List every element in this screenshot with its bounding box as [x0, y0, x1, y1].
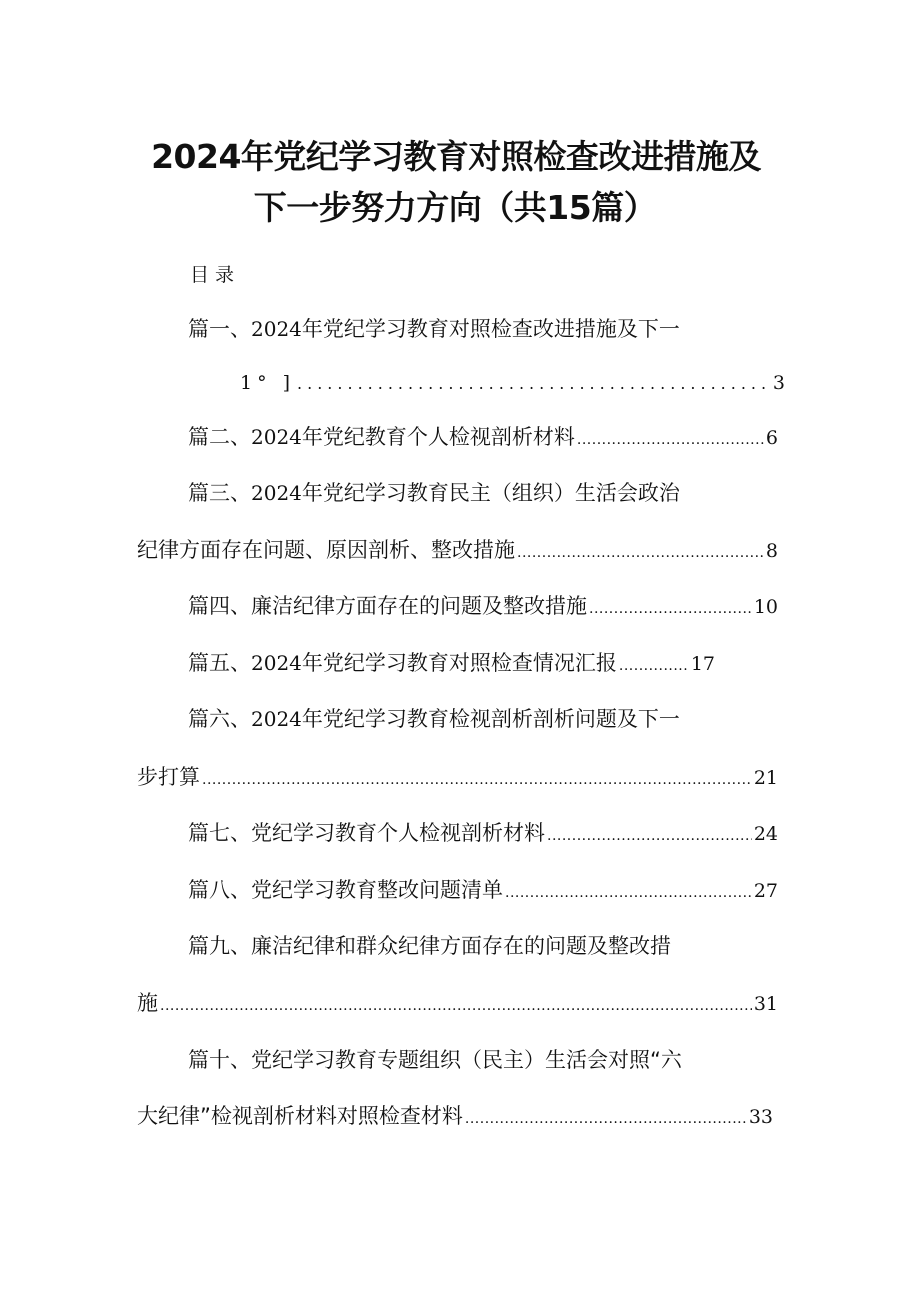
toc-entry-4[interactable] — [188, 591, 778, 624]
toc-page-number: 27 — [753, 880, 778, 902]
toc-leader-dots — [577, 425, 764, 455]
toc-page-number: 31 — [753, 993, 778, 1015]
toc-entry-prefix: 篇十、 — [188, 1048, 251, 1072]
toc-entry-prefix: 篇二、 — [188, 425, 251, 449]
toc-leader-dots — [619, 651, 689, 681]
toc-page-number: 21 — [753, 767, 778, 789]
toc-entry-7[interactable] — [188, 818, 778, 851]
toc-entry-9-line-1[interactable] — [188, 931, 748, 961]
toc-entry-prefix: 篇九、 — [188, 934, 251, 958]
toc-entry-continuation: 施 — [137, 991, 158, 1015]
toc-entry-prefix: 篇五、 — [188, 651, 251, 675]
toc-entry-year: 2024 — [251, 317, 302, 341]
toc-entry-3-line-1[interactable] — [188, 478, 748, 508]
toc-entry-year: 2024 — [251, 651, 302, 675]
toc-entry-title: 党纪学习教育专题组织（民主）生活会对照“六 — [251, 1048, 682, 1072]
toc-entry-continuation: 1° ] — [240, 372, 296, 394]
toc-page-number: 6 — [765, 427, 778, 449]
toc-page-number: 24 — [753, 823, 778, 845]
toc-entry-year: 2024 — [251, 425, 302, 449]
toc-entry-title: 党纪学习教育整改问题清单 — [251, 878, 503, 902]
toc-entry-title: 年党纪教育个人检视剖析材料 — [301, 425, 575, 449]
toc-entry-continuation: 大纪律”检视剖析材料对照检查材料 — [137, 1104, 463, 1128]
toc-entry-continuation: 纪律方面存在问题、原因剖析、整改措施 — [137, 538, 515, 562]
toc-entry-8[interactable] — [188, 875, 778, 908]
toc-entry-title: 廉洁纪律方面存在的问题及整改措施 — [251, 594, 587, 618]
toc-leader-dots — [297, 369, 771, 399]
toc-page-number: 3 — [772, 372, 785, 394]
toc-leader-dots — [589, 594, 752, 624]
toc-entry-year: 2024 — [251, 707, 302, 731]
toc-entry-title: 年党纪学习教育对照检查情况汇报 — [301, 651, 617, 675]
toc-entry-9-line-2[interactable] — [137, 988, 778, 1021]
toc-entry-10-line-1[interactable] — [188, 1045, 748, 1075]
toc-entry-6-line-1[interactable] — [188, 704, 748, 734]
document-title-line-2: 下一步努力方向（共15篇） — [253, 188, 657, 227]
toc-leader-dots — [465, 1104, 747, 1134]
toc-entry-prefix: 篇三、 — [188, 481, 251, 505]
toc-leader-dots — [505, 878, 752, 908]
toc-leader-dots — [160, 991, 752, 1021]
toc-entry-6-line-2[interactable] — [137, 762, 778, 795]
toc-page-number: 8 — [765, 540, 778, 562]
toc-entry-1-line-1[interactable] — [188, 314, 748, 344]
toc-leader-dots — [517, 538, 764, 568]
toc-entry-prefix: 篇八、 — [188, 878, 251, 902]
toc-leader-dots — [202, 765, 752, 795]
toc-entry-title: 年党纪学习教育对照检查改进措施及下一 — [301, 317, 680, 341]
toc-entry-year: 2024 — [251, 481, 302, 505]
toc-entry-prefix: 篇一、 — [188, 317, 251, 341]
toc-entry-prefix: 篇七、 — [188, 821, 251, 845]
toc-page-number: 17 — [690, 653, 715, 675]
toc-entry-title: 年党纪学习教育民主（组织）生活会政治 — [301, 481, 680, 505]
toc-entry-prefix: 篇四、 — [188, 594, 251, 618]
toc-entry-2[interactable] — [188, 422, 778, 455]
toc-entry-title: 廉洁纪律和群众纪律方面存在的问题及整改措 — [251, 934, 671, 958]
toc-leader-dots — [547, 821, 752, 851]
document-title-line-1: 2024年党纪学习教育对照检查改进措施及 — [151, 137, 761, 176]
toc-entry-prefix: 篇六、 — [188, 707, 251, 731]
toc-entry-continuation: 步打算 — [137, 765, 200, 789]
toc-entry-title: 党纪学习教育个人检视剖析材料 — [251, 821, 545, 845]
toc-entry-1-line-2[interactable] — [240, 368, 785, 399]
toc-entry-title: 年党纪学习教育检视剖析剖析问题及下一 — [301, 707, 680, 731]
toc-page-number: 33 — [748, 1106, 773, 1128]
toc-entry-3-line-2[interactable] — [137, 535, 778, 568]
toc-entry-10-line-2[interactable] — [137, 1101, 773, 1134]
toc-page-number: 10 — [753, 596, 778, 618]
toc-entry-5[interactable] — [188, 648, 715, 681]
toc-heading: 目录 — [190, 264, 241, 286]
